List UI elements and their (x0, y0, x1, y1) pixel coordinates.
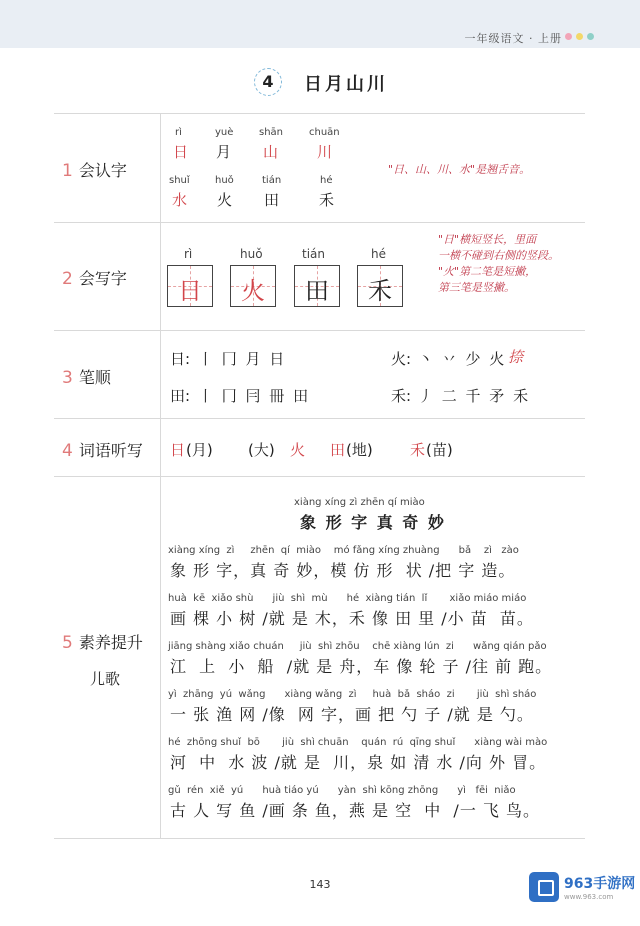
poem-line: 古 人 写 鱼 /画 条 鱼，燕 是 空 中 /一 飞 鸟。 (170, 801, 540, 820)
pinyin: hé (371, 247, 386, 261)
pinyin: rì (184, 247, 193, 261)
section-sublabel-rhyme: 儿歌 (90, 670, 121, 688)
stroke-char-label: 禾: (391, 387, 412, 405)
site-watermark (529, 872, 635, 902)
pinyin: hé (320, 175, 333, 186)
char: 田 (264, 191, 280, 209)
dictation-answer: 禾 (410, 441, 426, 459)
dictation-prompt: (大) (248, 441, 275, 459)
pinyin: tián (262, 175, 282, 186)
divider (54, 418, 585, 419)
poem-line-pinyin: xiàng xíng zì zhēn qí miào mó fǎng xíng zhuàng bǎ zì zào (168, 545, 519, 556)
handwritten-note: 捺 (508, 348, 524, 366)
section-label-enrichment: 5 素养提升 (62, 633, 143, 653)
poem-line: 河 中 水 波 /就 是 川，泉 如 清 水 /向 外 冒。 (170, 753, 547, 772)
writing-grid: 火 (230, 265, 276, 307)
pinyin: shuǐ (169, 175, 190, 186)
section-label-dictation: 4 词语听写 (62, 441, 143, 461)
book-series-title: 一年级语文 · 上册 (464, 32, 562, 45)
poem-line: 画 棵 小 树 /就 是 木，禾 像 田 里 /小 苗 苗。 (170, 609, 534, 628)
top-bar (0, 0, 640, 48)
char: 川 (317, 143, 333, 161)
poem-line: 象 形 字，真 奇 妙，模 仿 形 状 /把 字 造。 (170, 561, 516, 580)
char: 火 (217, 191, 233, 209)
divider (54, 330, 585, 331)
stroke-char-label: 日: (170, 350, 191, 368)
divider (54, 476, 585, 477)
writing-grid: 日 (167, 265, 213, 307)
lesson-number-badge: 4 (254, 68, 282, 96)
dictation-prompt: (月) (186, 441, 213, 459)
poem-line-pinyin: jiāng shàng xiǎo chuán jiù shì zhōu chē xiàng lún zi wǎng qián pǎo (168, 641, 547, 652)
watermark-url: www.963.com (564, 893, 614, 901)
poem-line-pinyin: hé zhōng shuǐ bō jiù shì chuān quán rú qīng shuǐ xiàng wài mào (168, 737, 548, 748)
column-divider (160, 113, 161, 838)
handwritten-note: "日"横短竖长，里面 一横不碰到右侧的竖段。 "火"第二笔是短撇， 第三笔是竖撇。 (438, 233, 559, 294)
poem-title-pinyin: xiàng xíng zì zhēn qí miào (294, 497, 425, 508)
section-label-write: 2 会写字 (62, 269, 127, 289)
decor-dot-teal (587, 33, 594, 40)
page-number: 143 (309, 878, 331, 891)
section-label-recognize: 1 会认字 (62, 161, 127, 181)
poem-line: 一 张 渔 网 /像 网 字，画 把 勺 子 /就 是 勺。 (170, 705, 534, 724)
divider (54, 838, 585, 839)
stroke-char-label: 火: (391, 350, 412, 368)
section-label-stroke-order: 3 笔顺 (62, 368, 111, 388)
divider (54, 113, 585, 114)
stroke-char-label: 田: (170, 387, 191, 405)
char: 水 (172, 191, 188, 209)
char: 月 (216, 143, 232, 161)
handwritten-note: "日、山、川、水"是翘舌音。 (388, 163, 531, 176)
stroke-steps: 丶 丷 少 火 (418, 350, 507, 368)
lesson-header (0, 64, 640, 100)
decor-dots (565, 33, 594, 40)
stroke-steps: 丨 冂 月 日 (198, 350, 287, 368)
divider (54, 222, 585, 223)
dictation-prompt: (地) (346, 441, 373, 459)
dictation-answer: 田 (330, 441, 346, 459)
char: 日 (173, 143, 189, 161)
pinyin: huǒ (240, 247, 263, 261)
pinyin: yuè (215, 127, 234, 138)
stroke-steps: 丨 冂 冃 冊 田 (198, 387, 311, 405)
stroke-steps: 丿 二 千 矛 禾 (418, 387, 531, 405)
poem-line-pinyin: yì zhāng yú wǎng xiàng wǎng zì huà bǎ sháo zi jiù shì sháo (168, 689, 537, 700)
pinyin: chuān (309, 127, 340, 138)
poem-line: 江 上 小 船 /就 是 舟，车 像 轮 子 /往 前 跑。 (170, 657, 553, 676)
pinyin: rì (175, 127, 182, 138)
poem-line-pinyin: huà kē xiǎo shù jiù shì mù hé xiàng tián lǐ xiǎo miáo miáo (168, 593, 527, 604)
lesson-title: 日月山川 (304, 74, 388, 95)
pinyin: shān (259, 127, 284, 138)
char: 禾 (319, 191, 335, 209)
watermark-logo-icon (529, 872, 559, 902)
dictation-answer: 日 (170, 441, 186, 459)
poem-line-pinyin: gǔ rén xiě yú huà tiáo yú yàn shì kōng zhōng yì fēi niǎo (168, 785, 516, 796)
dictation-prompt: (苗) (426, 441, 453, 459)
poem-title: 象 形 字 真 奇 妙 (300, 513, 446, 532)
pinyin: huǒ (215, 175, 234, 186)
decor-dot-yellow (576, 33, 583, 40)
dictation-answer: 火 (290, 441, 306, 459)
char: 山 (263, 143, 279, 161)
watermark-text: 963手游网 (564, 876, 636, 892)
decor-dot-pink (565, 33, 572, 40)
pinyin: tián (302, 247, 325, 261)
writing-grid: 田 (294, 265, 340, 307)
writing-grid: 禾 (357, 265, 403, 307)
